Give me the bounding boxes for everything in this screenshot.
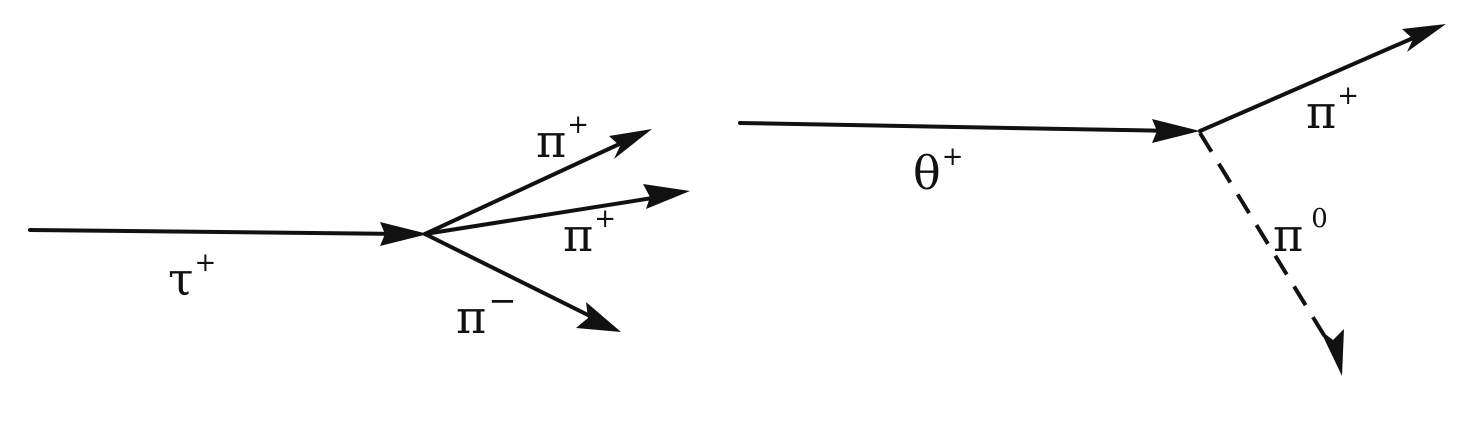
- theta-product-1-symbol: π: [1306, 85, 1337, 139]
- tau-charge: +: [194, 248, 217, 278]
- theta-decay: [740, 24, 1446, 376]
- tau-product-3-charge: −: [488, 281, 517, 321]
- tau-product-1-label: [536, 110, 590, 168]
- tau-product-2-label: [563, 204, 617, 262]
- tau-product-1-symbol: π: [536, 114, 567, 168]
- theta-product-1-label: [1306, 81, 1360, 139]
- tau-track: [30, 230, 405, 234]
- theta-symbol: θ: [913, 146, 941, 200]
- tau-product-3-symbol: π: [456, 290, 487, 344]
- theta-track-arrowhead: [1152, 119, 1200, 143]
- theta-track: [740, 123, 1175, 131]
- tau-product-2-track: [425, 196, 665, 234]
- tau-product-2-charge: +: [594, 204, 617, 234]
- theta-charge: +: [941, 142, 964, 172]
- tau-track-arrowhead: [380, 222, 428, 246]
- theta-product-2-charge: 0: [1311, 204, 1328, 234]
- tau-product-3-arrowhead: [576, 302, 621, 332]
- tau-symbol: τ: [168, 252, 194, 306]
- theta-product-2-arrowhead: [1320, 329, 1344, 376]
- theta-product-2-label: [1273, 204, 1328, 262]
- tau-product-1-charge: +: [567, 110, 590, 140]
- tau-product-2-arrowhead: [643, 184, 690, 209]
- theta-product-1-charge: +: [1337, 81, 1360, 111]
- tau-product-3-label: [456, 281, 517, 344]
- tau-product-2-symbol: π: [563, 208, 594, 262]
- tau-label: [168, 248, 217, 306]
- theta-label: [913, 142, 964, 200]
- theta-product-2-symbol: π: [1273, 208, 1304, 262]
